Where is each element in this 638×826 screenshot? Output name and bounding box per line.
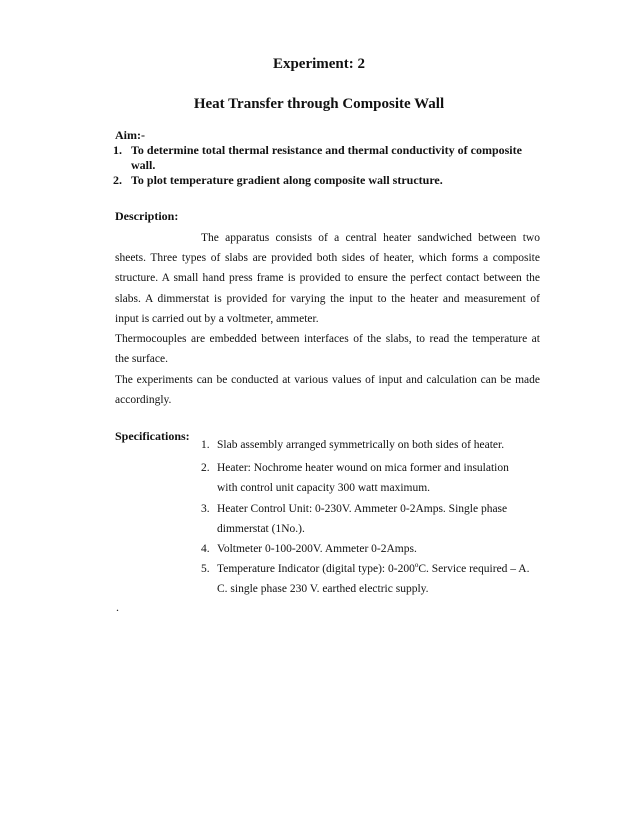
spec-item-text: Heater Control Unit: 0-230V. Ammeter 0-2Amps. Single phase [217,503,508,515]
list-number: 5. [201,563,210,575]
spec-item-text: with control unit capacity 300 watt maximum. [217,482,431,494]
list-number: 1. [113,143,122,157]
aim-item [113,143,551,173]
list-number: 2. [201,462,210,474]
paragraph-line: The apparatus consists of a central heater sandwiched between two [201,232,540,244]
spec-item-text: Heater: Nochrome heater wound on mica former and insulation [217,462,509,474]
paragraph-line: input is carried out by a voltmeter, ammeter. [115,313,319,325]
page-subtitle: Heat Transfer through Composite Wall [193,96,445,112]
list-number: 1. [201,439,210,451]
paragraph-line: accordingly. [115,394,172,406]
spec-item-text: Slab assembly arranged symmetrically on both sides of heater. [217,439,505,451]
aim-item [113,173,551,188]
spec-item-text [217,563,529,575]
spec-item-text: C. single phase 230 V. earthed electric supply. [217,583,429,595]
paragraph-line: The experiments can be conducted at various values of input and calculation can be made [115,374,540,386]
paragraph-line: Thermocouples are embedded between interfaces of the slabs, to read the temperature at [115,333,540,345]
page-title: Experiment: 2 [272,56,366,72]
list-number: 4. [201,543,210,555]
spec-text-part: Temperature Indicator (digital type): 0-200 [217,563,415,575]
degree-superscript: o [414,561,419,570]
paragraph-line: the surface. [115,353,168,365]
aim-item-text: To plot temperature gradient along composite wall structure. [131,173,443,187]
aim-heading: Aim:- [115,128,145,142]
description-heading: Description: [115,209,179,223]
paragraph-line: sheets. Three types of slabs are provided both sides of heater, which forms a composite [115,252,540,264]
specifications-heading: Specifications: [115,429,190,443]
trailing-mark: . [116,600,119,614]
aim-item-text: wall. [131,158,156,172]
list-number: 3. [201,503,210,515]
spec-text-part: C. Service required – A. [418,563,530,575]
list-number: 2. [113,173,122,187]
paragraph-line: slabs. A dimmerstat is provided for varying the input to the heater and measurement of [115,293,540,305]
aim-item-text: To determine total thermal resistance and thermal conductivity of composite [131,143,522,157]
spec-item-text: dimmerstat (1No.). [217,523,305,535]
paragraph-line: structure. A small hand press frame is provided to ensure the perfect contact between the [115,272,540,284]
spec-item-text: Voltmeter 0-100-200V. Ammeter 0-2Amps. [217,543,417,555]
